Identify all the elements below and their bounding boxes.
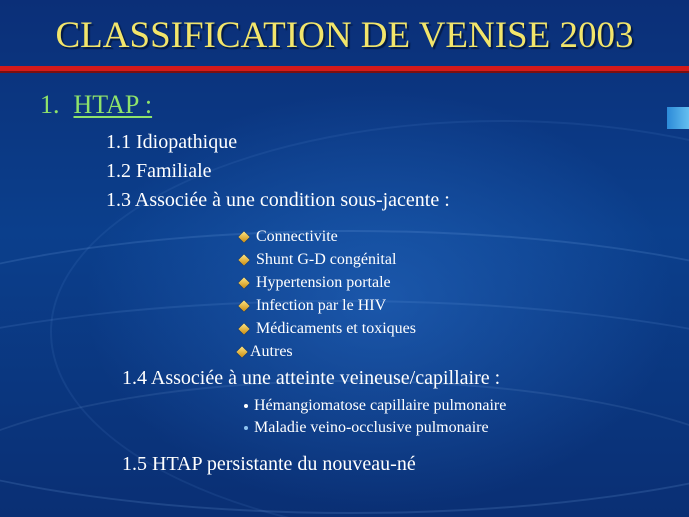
venous-label: Maladie veino-occlusive pulmonaire	[254, 419, 489, 436]
list-item-1-2: 1.2 Familiale	[106, 160, 212, 182]
condition-item	[238, 273, 391, 293]
condition-item	[238, 227, 338, 247]
list-item-1-3: 1.3 Associée à une condition sous-jacente :	[106, 189, 450, 211]
title-rule-shadow	[0, 71, 689, 73]
venous-label: Hémangiomatose capillaire pulmonaire	[254, 397, 507, 414]
list-item-1-5: 1.5 HTAP persistante du nouveau-né	[122, 453, 416, 475]
condition-label: Shunt G-D congénital	[256, 251, 397, 268]
venous-item	[244, 396, 506, 416]
condition-item	[236, 342, 293, 362]
diamond-bullet-icon	[238, 300, 249, 311]
section-number: 1.	[40, 90, 60, 119]
condition-label: Autres	[250, 343, 293, 360]
slide-title: CLASSIFICATION DE VENISE 2003	[55, 15, 634, 56]
diamond-bullet-icon	[238, 277, 249, 288]
condition-label: Infection par le HIV	[256, 297, 387, 314]
list-item-1-1: 1.1 Idiopathique	[106, 131, 238, 153]
diamond-bullet-icon	[238, 323, 249, 334]
section-heading	[40, 90, 152, 120]
condition-item	[238, 296, 386, 316]
edge-accent	[667, 107, 689, 129]
diamond-bullet-icon	[238, 254, 249, 265]
venous-item	[244, 418, 489, 438]
condition-item	[238, 250, 396, 270]
diamond-bullet-icon	[236, 346, 247, 357]
section-label: HTAP :	[73, 90, 153, 119]
dot-bullet-icon	[244, 404, 248, 408]
condition-label: Hypertension portale	[256, 274, 391, 291]
list-item-1-4: 1.4 Associée à une atteinte veineuse/capillaire :	[122, 367, 501, 389]
dot-bullet-icon	[244, 426, 248, 430]
diamond-bullet-icon	[238, 231, 249, 242]
condition-label: Connectivite	[256, 228, 338, 245]
condition-label: Médicaments et toxiques	[256, 320, 416, 337]
condition-item	[238, 319, 416, 339]
